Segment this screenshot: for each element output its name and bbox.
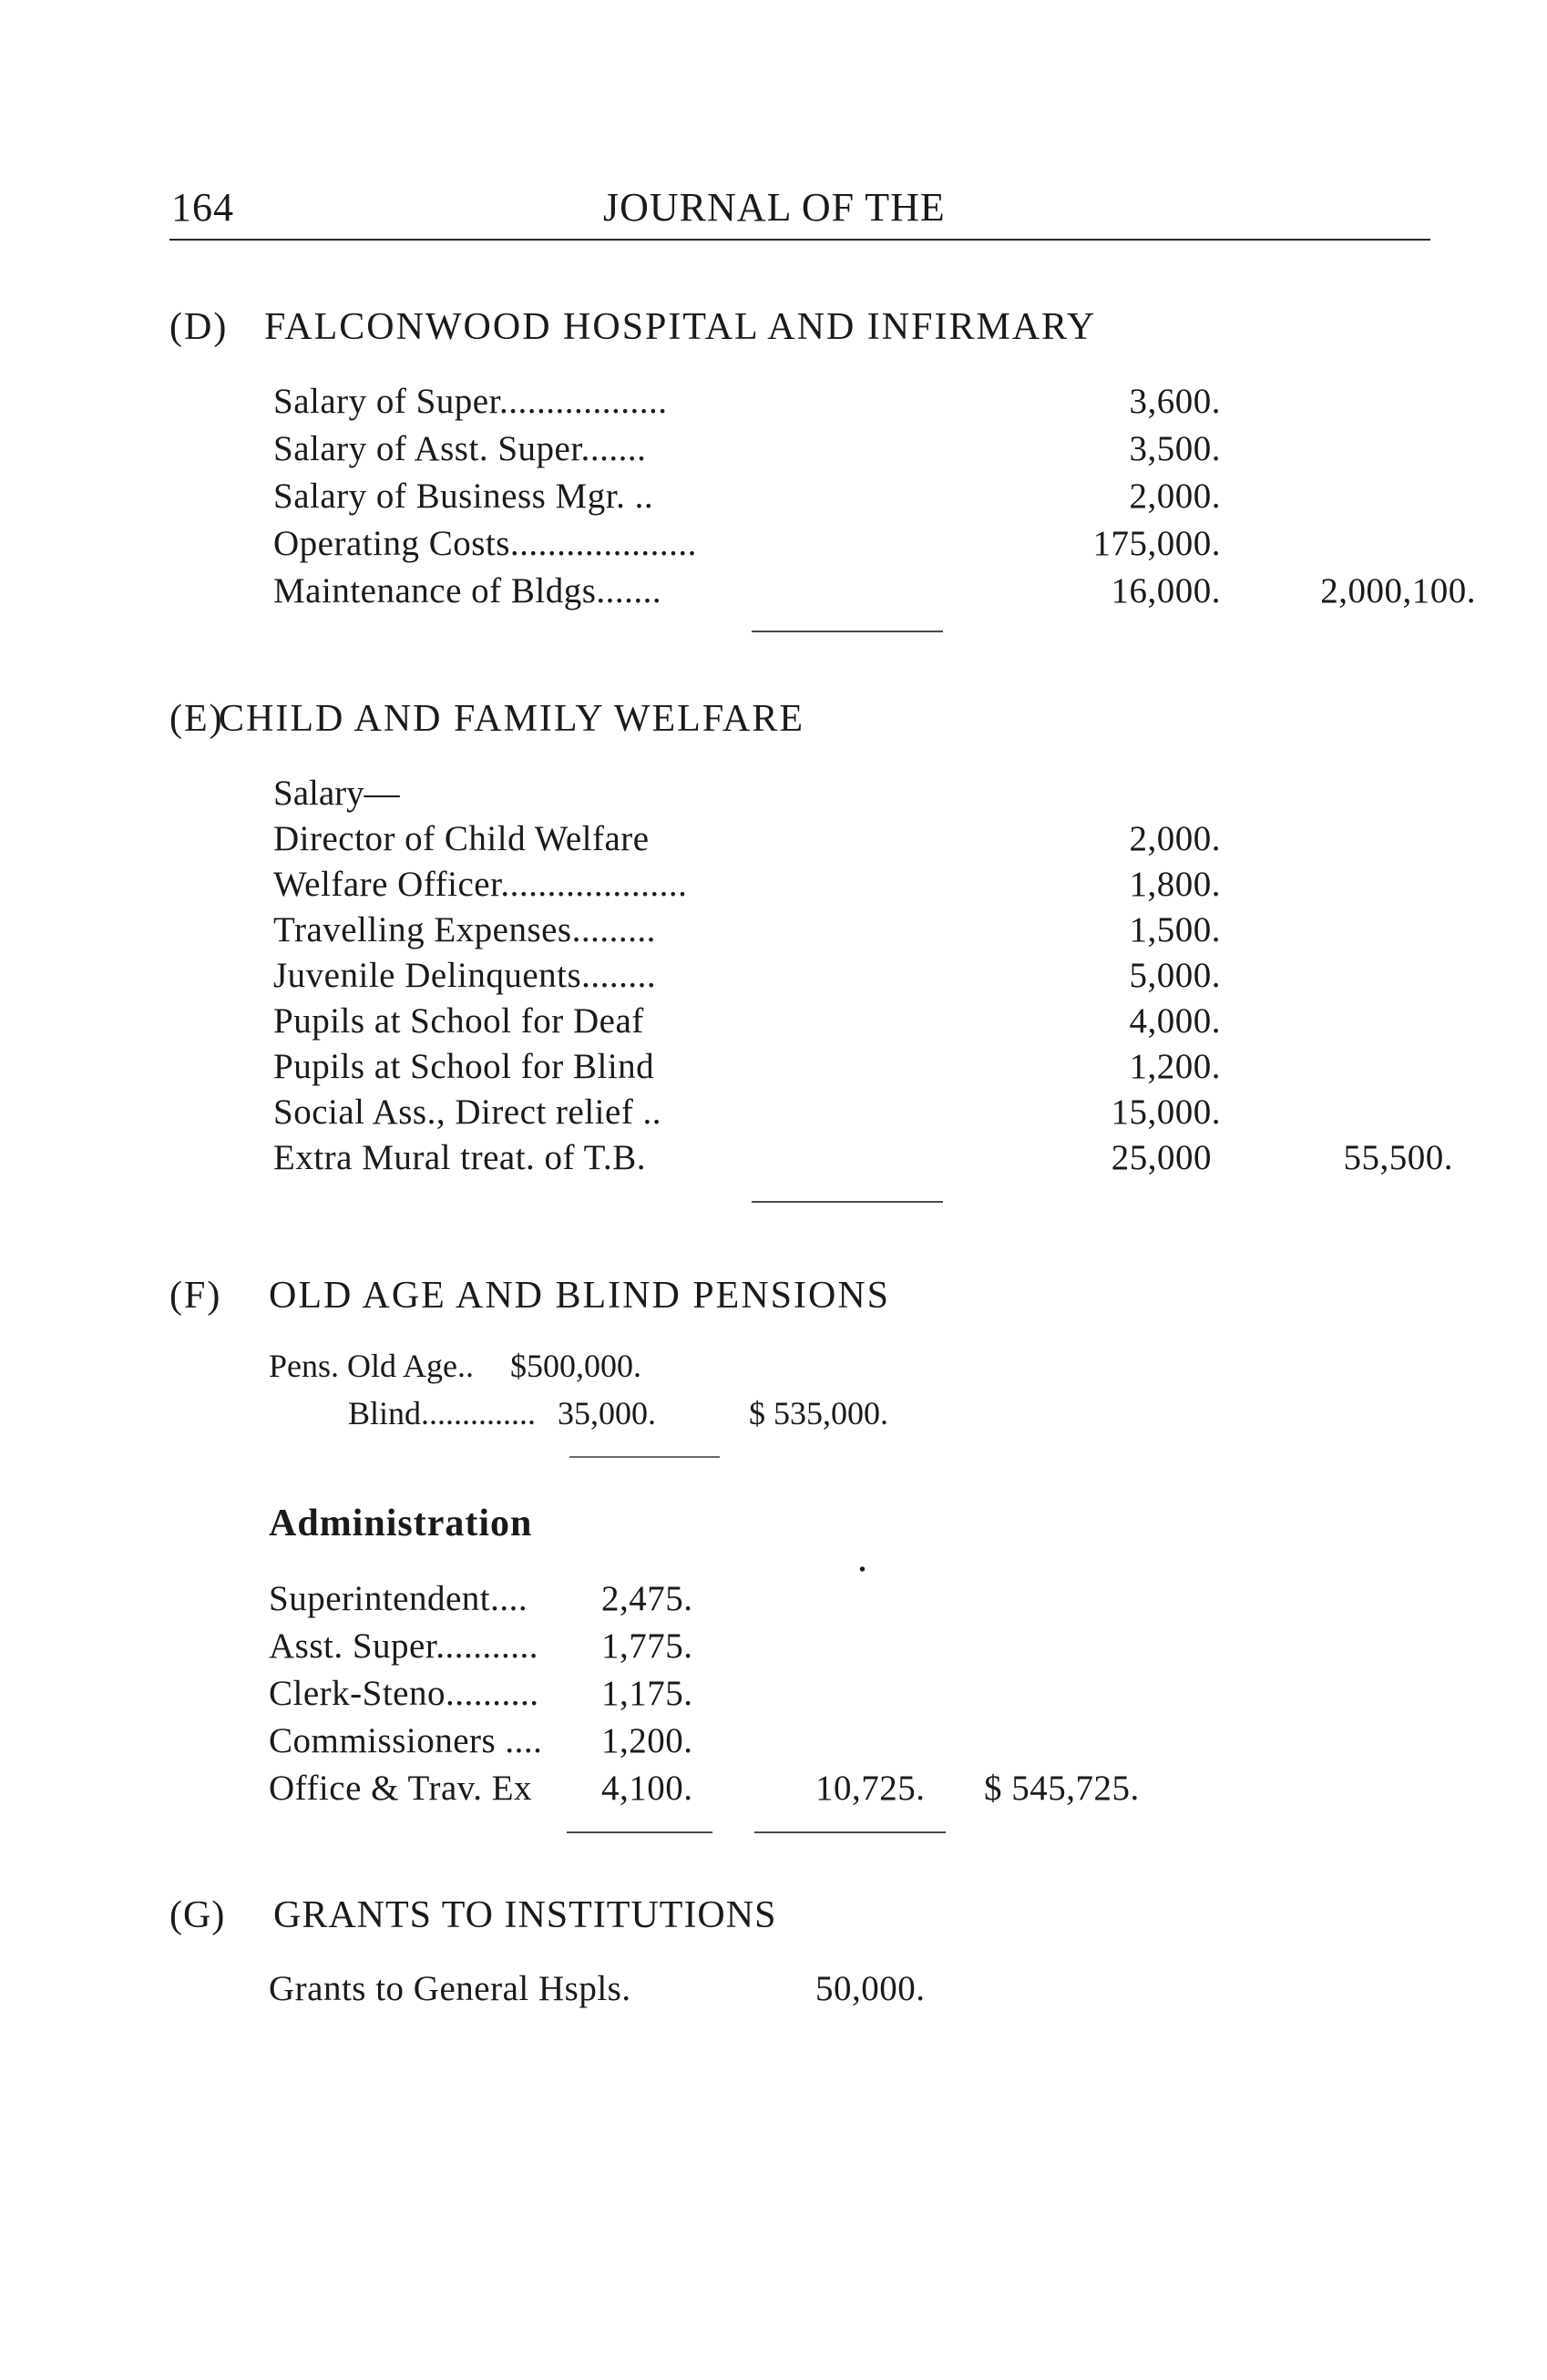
- subtotal-rule: [754, 1831, 946, 1833]
- row-amount: 2,000.: [1129, 477, 1221, 516]
- row-amount: 3,500.: [1129, 429, 1221, 468]
- row-label: Salary of Asst. Super.......: [273, 429, 647, 468]
- section-d-title: FALCONWOOD HOSPITAL AND INFIRMARY: [264, 306, 1097, 348]
- section-e-row: [273, 955, 1221, 1000]
- row-label: Clerk-Steno..........: [269, 1674, 539, 1713]
- row-label: Maintenance of Bldgs.......: [273, 571, 662, 610]
- row-amount: 175,000.: [1092, 524, 1221, 563]
- row-grand-total: $ 545,725.: [984, 1769, 1140, 1808]
- section-d-row: [273, 523, 1221, 569]
- row-amount: 3,600.: [1129, 382, 1221, 421]
- subtotal-rule: [752, 1201, 943, 1203]
- pens-old-age-amount: $500,000.: [510, 1348, 641, 1384]
- pensions-total: $ 535,000.: [749, 1395, 888, 1431]
- row-amount: 1,175.: [601, 1674, 693, 1713]
- row-amount: 1,775.: [601, 1626, 693, 1666]
- row-label: Pupils at School for Blind: [273, 1047, 655, 1086]
- section-d-row: [273, 428, 1221, 474]
- page-number: 164: [171, 185, 234, 230]
- subtotal-rule: [567, 1831, 712, 1833]
- blind-amount: 35,000.: [558, 1395, 656, 1431]
- running-title: JOURNAL OF THE: [603, 185, 946, 230]
- row-label: Extra Mural treat. of T.B.: [273, 1138, 647, 1177]
- section-d-row: [273, 381, 1221, 426]
- row-label: Office & Trav. Ex: [269, 1769, 533, 1808]
- section-g-title: GRANTS TO INSTITUTIONS: [273, 1894, 777, 1936]
- row-amount: 4,000.: [1129, 1001, 1221, 1041]
- row-amount: 1,200.: [601, 1721, 693, 1760]
- section-e-row: [273, 1137, 1453, 1183]
- row-amount: 50,000.: [815, 1969, 926, 2008]
- subtotal-rule: [752, 631, 943, 632]
- section-d-row: [273, 570, 1476, 616]
- admin-row: [269, 1578, 1216, 1624]
- row-label: Asst. Super...........: [269, 1626, 538, 1666]
- section-e-row: [273, 1000, 1221, 1046]
- ink-speck: •: [859, 1560, 866, 1580]
- section-f-letter: (F): [169, 1275, 222, 1317]
- row-label: Director of Child Welfare: [273, 819, 650, 858]
- administration-heading: Administration: [269, 1503, 533, 1544]
- row-label: Social Ass., Direct relief ..: [273, 1093, 662, 1132]
- row-amount: 25,000: [1111, 1138, 1212, 1177]
- admin-row: [269, 1768, 1216, 1813]
- row-amount: 1,800.: [1129, 865, 1221, 904]
- section-e-letter: (E): [169, 698, 224, 740]
- row-amount: 16,000.: [1111, 571, 1221, 610]
- row-total: 55,500.: [1343, 1138, 1453, 1177]
- row-amount: 5,000.: [1129, 956, 1221, 995]
- section-d-row: [273, 476, 1221, 521]
- row-label: Travelling Expenses.........: [273, 910, 656, 949]
- row-amount: 2,475.: [601, 1579, 693, 1618]
- section-e-row: [273, 909, 1221, 955]
- row-label: Pupils at School for Deaf: [273, 1001, 644, 1041]
- row-label: Juvenile Delinquents........: [273, 956, 657, 995]
- section-f-title: OLD AGE AND BLIND PENSIONS: [269, 1275, 891, 1317]
- section-e-row: [273, 1092, 1221, 1137]
- row-label: Grants to General Hspls.: [269, 1969, 631, 2008]
- section-e-row: [273, 1046, 1221, 1092]
- admin-row: [269, 1626, 1216, 1671]
- section-e-row: [273, 818, 1221, 864]
- row-label: Salary of Business Mgr. ..: [273, 477, 654, 516]
- section-d-letter: (D): [169, 306, 229, 348]
- section-e-title: CHILD AND FAMILY WELFARE: [219, 698, 805, 740]
- row-amount: 4,100.: [601, 1769, 693, 1808]
- row-label: Superintendent....: [269, 1579, 528, 1618]
- row-label: Commissioners ....: [269, 1721, 543, 1760]
- admin-row: [269, 1673, 1216, 1718]
- blind-label: Blind..............: [348, 1395, 537, 1431]
- row-amount: 2,000.: [1129, 819, 1221, 858]
- row-subtotal: 10,725.: [815, 1769, 926, 1808]
- row-label: Salary of Super..................: [273, 382, 668, 421]
- row-amount: 1,500.: [1129, 910, 1221, 949]
- section-g-row: [269, 1968, 1216, 2014]
- row-amount: 15,000.: [1111, 1093, 1221, 1132]
- admin-row: [269, 1720, 1216, 1766]
- section-e-row: [273, 864, 1221, 909]
- pens-old-age-label: Pens. Old Age..: [269, 1348, 474, 1384]
- row-amount: 1,200.: [1129, 1047, 1221, 1086]
- subtotal-rule: [569, 1456, 720, 1458]
- section-e-intro: Salary—: [273, 774, 400, 813]
- header-rule: [169, 239, 1430, 241]
- section-g-letter: (G): [169, 1894, 226, 1936]
- row-label: Welfare Officer....................: [273, 865, 688, 904]
- row-total: 2,000,100.: [1320, 571, 1476, 610]
- row-label: Operating Costs....................: [273, 524, 697, 563]
